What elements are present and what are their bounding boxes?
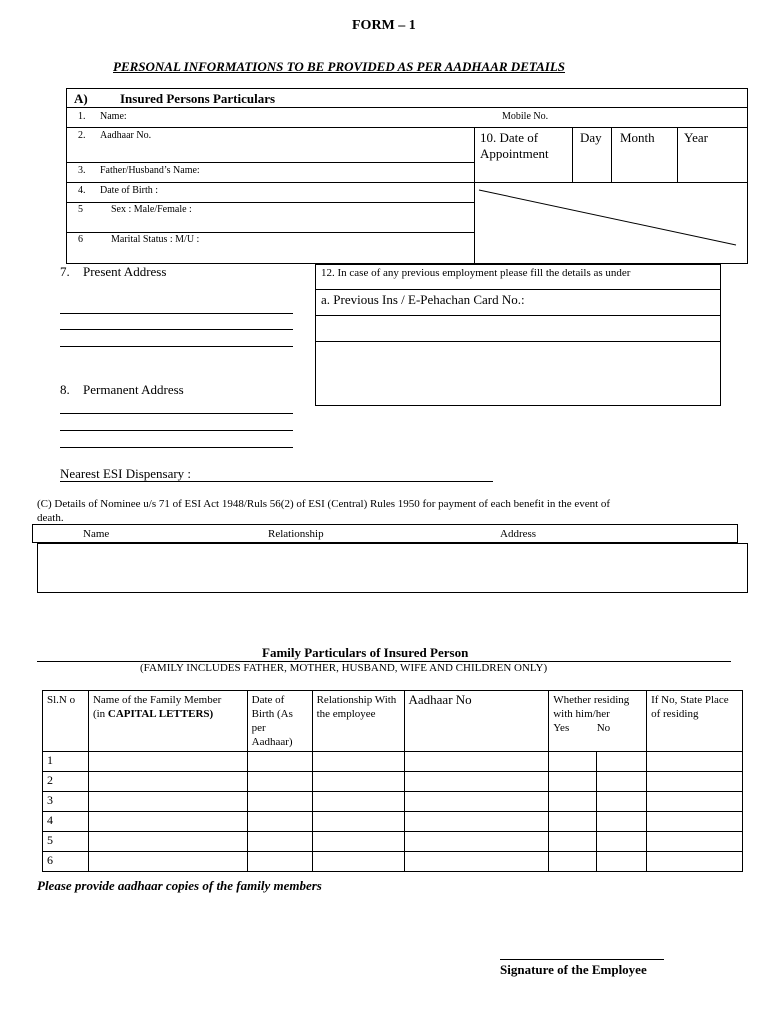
cell[interactable] xyxy=(312,812,404,832)
cell[interactable] xyxy=(88,792,247,812)
cell[interactable] xyxy=(247,832,312,852)
form-title: FORM – 1 xyxy=(352,18,416,33)
nearest-dispensary-label: Nearest ESI Dispensary : xyxy=(60,466,192,481)
cell[interactable] xyxy=(404,772,549,792)
col-name-bold-text: CAPITAL LETTERS) xyxy=(107,708,214,720)
col-no: No xyxy=(596,722,611,734)
section-a-letter: A) xyxy=(74,91,88,106)
cell[interactable] xyxy=(549,772,597,792)
cell[interactable] xyxy=(549,792,597,812)
main-heading: PERSONAL INFORMATIONS TO BE PROVIDED AS PER AADHAAR DETAILS xyxy=(113,59,565,74)
marital-status-label: Marital Status : M/U : xyxy=(111,234,200,245)
table-row xyxy=(43,852,743,872)
previous-employment-heading: 12. In case of any previous employment please fill the details as under xyxy=(321,267,631,279)
section-a-title: Insured Persons Particulars xyxy=(120,91,276,106)
divider xyxy=(66,162,474,163)
permanent-address-number: 8. xyxy=(60,382,70,397)
cell[interactable] xyxy=(549,832,597,852)
col-family-member-name xyxy=(88,691,247,752)
row-number: 5 xyxy=(43,832,89,852)
row-2-number: 2. xyxy=(78,130,86,141)
col-residing-text: Whether residing with him/her xyxy=(553,694,630,720)
present-address-number: 7. xyxy=(60,264,70,279)
col-residing xyxy=(549,691,647,752)
permanent-address-line[interactable] xyxy=(60,413,293,414)
cell[interactable] xyxy=(647,832,743,852)
cell[interactable] xyxy=(597,752,647,772)
cell[interactable] xyxy=(312,832,404,852)
divider xyxy=(66,202,474,203)
present-address-line[interactable] xyxy=(60,313,293,314)
previous-employment-box xyxy=(315,264,721,406)
row-1-number: 1. xyxy=(78,111,86,122)
cell[interactable] xyxy=(88,852,247,872)
row-4-number: 4. xyxy=(78,185,86,196)
nominee-text-line2: death. xyxy=(37,512,64,524)
cell[interactable] xyxy=(549,752,597,772)
divider xyxy=(315,341,721,342)
cell[interactable] xyxy=(312,852,404,872)
cell[interactable] xyxy=(549,852,597,872)
table-row xyxy=(43,752,743,772)
cell[interactable] xyxy=(647,752,743,772)
cell[interactable] xyxy=(88,772,247,792)
cell[interactable] xyxy=(88,752,247,772)
present-address-line[interactable] xyxy=(60,346,293,347)
appointment-label-line1: 10. Date of xyxy=(480,130,539,145)
family-title: Family Particulars of Insured Person xyxy=(262,645,469,660)
cell[interactable] xyxy=(404,832,549,852)
cell[interactable] xyxy=(597,832,647,852)
table-row xyxy=(43,832,743,852)
diagonal-strike-line xyxy=(474,182,748,264)
cell[interactable] xyxy=(247,772,312,792)
mobile-label: Mobile No. xyxy=(502,111,549,122)
table-row xyxy=(43,772,743,792)
nearest-dispensary-line[interactable] xyxy=(60,481,493,482)
divider xyxy=(611,127,612,182)
name-label: Name: xyxy=(100,111,127,122)
father-husband-label: Father/Husband’s Name: xyxy=(100,165,200,176)
aadhaar-label: Aadhaar No. xyxy=(100,130,152,141)
row-5-number: 5 xyxy=(78,204,83,215)
col-relationship: Relationship With the employee xyxy=(312,691,404,752)
col-dob: Date of Birth (As per Aadhaar) xyxy=(247,691,312,752)
nominee-header-box xyxy=(32,524,738,543)
row-3-number: 3. xyxy=(78,165,86,176)
cell[interactable] xyxy=(404,812,549,832)
table-row xyxy=(43,812,743,832)
cell[interactable] xyxy=(549,812,597,832)
divider xyxy=(315,315,721,316)
cell[interactable] xyxy=(647,852,743,872)
nominee-entry-box[interactable] xyxy=(37,543,748,593)
cell[interactable] xyxy=(247,752,312,772)
appointment-label-line2: Appointment xyxy=(480,146,549,161)
divider xyxy=(66,127,748,128)
table-row xyxy=(43,792,743,812)
cell[interactable] xyxy=(404,752,549,772)
divider xyxy=(572,127,573,182)
cell[interactable] xyxy=(247,852,312,872)
cell[interactable] xyxy=(597,852,647,872)
cell[interactable] xyxy=(647,772,743,792)
signature-line[interactable] xyxy=(500,959,664,960)
cell[interactable] xyxy=(404,792,549,812)
cell[interactable] xyxy=(647,792,743,812)
ins-card-label: a. Previous Ins / E-Pehachan Card No.: xyxy=(321,292,525,307)
row-number: 4 xyxy=(43,812,89,832)
family-subtitle: (FAMILY INCLUDES FATHER, MOTHER, HUSBAND, WIFE AND CHILDREN ONLY) xyxy=(140,662,548,674)
cell[interactable] xyxy=(647,812,743,832)
col-yes-no xyxy=(553,721,642,735)
divider xyxy=(677,127,678,182)
col-slno: Sl.N o xyxy=(43,691,89,752)
dob-label: Date of Birth : xyxy=(100,185,159,196)
cell[interactable] xyxy=(88,812,247,832)
cell[interactable] xyxy=(247,812,312,832)
nominee-col-relationship: Relationship xyxy=(268,528,324,540)
row-number: 2 xyxy=(43,772,89,792)
col-name-text: Name of the Family Member (in xyxy=(92,694,235,720)
row-number: 6 xyxy=(43,852,89,872)
family-table xyxy=(42,690,743,872)
cell[interactable] xyxy=(312,752,404,772)
present-address-label: Present Address xyxy=(83,264,167,279)
row-number: 1 xyxy=(43,752,89,772)
cell[interactable] xyxy=(88,832,247,852)
col-yes: Yes xyxy=(553,722,570,734)
year-label: Year xyxy=(684,130,708,145)
family-note: Please provide aadhaar copies of the family members xyxy=(37,878,322,893)
sex-label: Sex : Male/Female : xyxy=(111,204,192,215)
row-6-number: 6 xyxy=(78,234,83,245)
cell[interactable] xyxy=(247,792,312,812)
nominee-col-address: Address xyxy=(500,528,537,540)
row-number: 3 xyxy=(43,792,89,812)
col-state-residing: If No, State Place of residing xyxy=(647,691,743,752)
cell[interactable] xyxy=(404,852,549,872)
present-address-line[interactable] xyxy=(60,329,293,330)
cell[interactable] xyxy=(597,772,647,792)
nominee-text-line1: (C) Details of Nominee u/s 71 of ESI Act 1948/Ruls 56(2) of ESI (Central) Rules 1950 for payment of each benefit in the event of xyxy=(37,498,611,510)
permanent-address-label: Permanent Address xyxy=(83,382,184,397)
divider xyxy=(66,232,474,233)
table-header-row xyxy=(43,691,743,752)
day-label: Day xyxy=(580,130,602,145)
divider xyxy=(66,107,748,108)
cell[interactable] xyxy=(312,792,404,812)
month-label: Month xyxy=(620,130,655,145)
nominee-col-name: Name xyxy=(83,528,110,540)
cell[interactable] xyxy=(312,772,404,792)
col-aadhaar: Aadhaar No xyxy=(404,691,549,752)
permanent-address-line[interactable] xyxy=(60,447,293,448)
cell[interactable] xyxy=(597,812,647,832)
signature-label: Signature of the Employee xyxy=(500,962,647,977)
cell[interactable] xyxy=(597,792,647,812)
divider xyxy=(315,289,721,290)
permanent-address-line[interactable] xyxy=(60,430,293,431)
